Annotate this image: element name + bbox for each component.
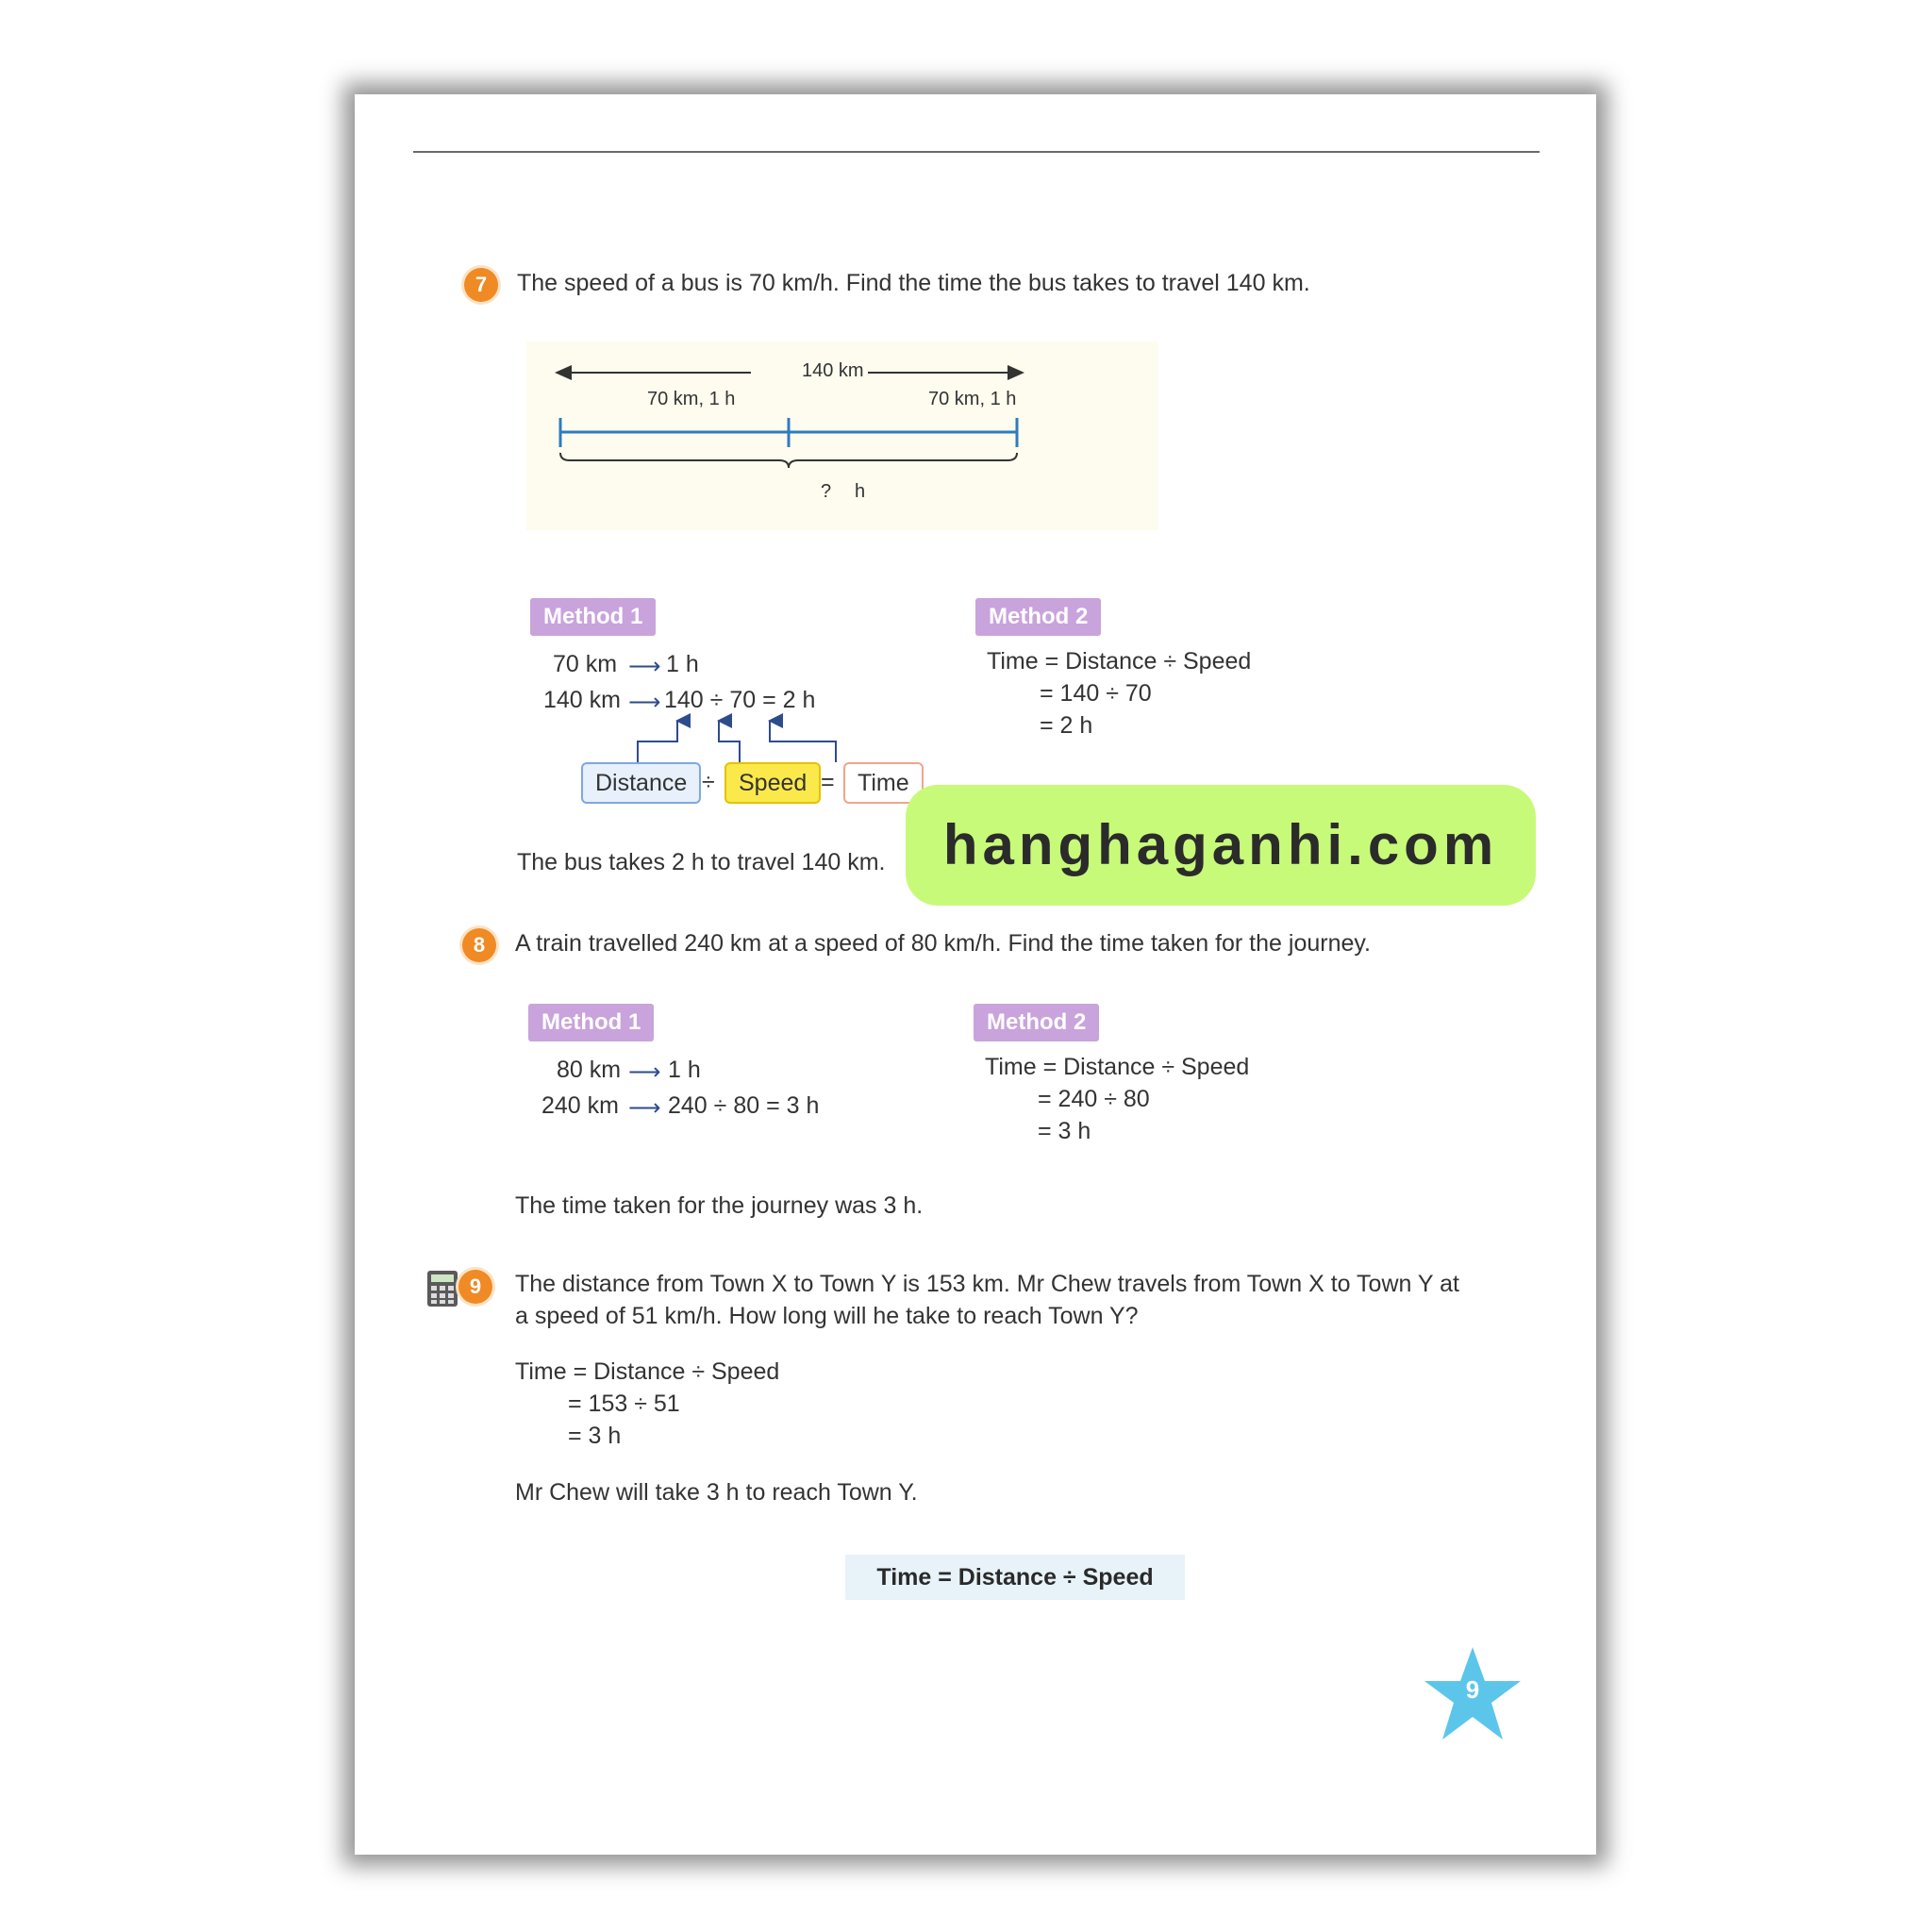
unknown-time-mark: ? bbox=[821, 481, 832, 502]
total-brace bbox=[560, 453, 1017, 468]
calculator-icon bbox=[426, 1270, 458, 1307]
question-7-text: The speed of a bus is 70 km/h. Find the time the bus takes to travel 140 km. bbox=[517, 270, 1310, 296]
speed-box: Speed bbox=[724, 762, 821, 804]
q7-m1-line2-left: 140 km bbox=[543, 687, 621, 713]
q8-m1-line1-left: 80 km bbox=[557, 1057, 622, 1083]
q7-m1-line2-right: 140 ÷ 70 = 2 h bbox=[664, 687, 816, 713]
q8-m1-line2-left: 240 km bbox=[541, 1092, 619, 1119]
q7-m2-line2: = 140 ÷ 70 bbox=[1040, 680, 1152, 707]
question-7-badge: 7 bbox=[464, 268, 498, 302]
q8-m1-line2-right: 240 ÷ 80 = 3 h bbox=[668, 1092, 820, 1119]
q7-method-1-tag: Method 1 bbox=[530, 598, 656, 636]
q8-method-1-tag: Method 1 bbox=[528, 1004, 654, 1041]
question-8-text: A train travelled 240 km at a speed of 80 km/h. Find the time taken for the journey. bbox=[515, 930, 1371, 957]
arrow-right-icon: ⟶ bbox=[628, 1059, 661, 1085]
q7-m2-line1: Time = Distance ÷ Speed bbox=[987, 648, 1252, 675]
time-box: Time bbox=[843, 762, 924, 804]
question-8-badge: 8 bbox=[462, 928, 496, 962]
q7-m1-line1-right: 1 h bbox=[666, 651, 699, 677]
unknown-time-unit: h bbox=[855, 481, 866, 502]
right-segment-label: 70 km, 1 h bbox=[928, 389, 1017, 409]
q7-m2-line3: = 2 h bbox=[1040, 712, 1093, 739]
summary-formula: Time = Distance ÷ Speed bbox=[845, 1555, 1185, 1600]
arrow-right-icon: ⟶ bbox=[628, 1095, 661, 1121]
q8-m2-line2: = 240 ÷ 80 bbox=[1038, 1086, 1150, 1112]
top-rule bbox=[413, 151, 1540, 153]
equals-sign: = bbox=[821, 769, 835, 795]
q9-line3: = 3 h bbox=[568, 1423, 622, 1449]
q8-m2-line3: = 3 h bbox=[1038, 1118, 1091, 1144]
q8-m1-line1-right: 1 h bbox=[668, 1057, 701, 1083]
arrow-right-icon: ⟶ bbox=[628, 654, 661, 679]
q9-answer: Mr Chew will take 3 h to reach Town Y. bbox=[515, 1479, 918, 1506]
watermark-banner: hanghaganhi.com bbox=[906, 785, 1536, 906]
divide-sign: ÷ bbox=[702, 769, 715, 795]
q8-m2-line1: Time = Distance ÷ Speed bbox=[985, 1054, 1250, 1080]
page-number: 9 bbox=[1465, 1675, 1480, 1704]
distance-box: Distance bbox=[581, 762, 701, 804]
q8-answer: The time taken for the journey was 3 h. bbox=[515, 1192, 924, 1219]
arrow-right-icon: ⟶ bbox=[628, 690, 661, 715]
q7-answer: The bus takes 2 h to travel 140 km. bbox=[517, 849, 886, 875]
question-9-text: The distance from Town X to Town Y is 153 km. Mr Chew travels from Town X to Town Y at a speed of 51 km/h. How long will he take to reach Town Y? bbox=[515, 1271, 1459, 1329]
q9-line1: Time = Distance ÷ Speed bbox=[515, 1358, 780, 1385]
textbook-page bbox=[355, 94, 1596, 1855]
q9-line2: = 153 ÷ 51 bbox=[568, 1391, 680, 1417]
left-segment-label: 70 km, 1 h bbox=[647, 389, 736, 409]
q7-m1-line1-left: 70 km bbox=[553, 651, 618, 677]
q7-method-2-tag: Method 2 bbox=[975, 598, 1101, 636]
question-9-badge: 9 bbox=[458, 1270, 492, 1304]
total-distance-label: 140 km bbox=[798, 360, 868, 382]
q8-method-2-tag: Method 2 bbox=[974, 1004, 1099, 1041]
